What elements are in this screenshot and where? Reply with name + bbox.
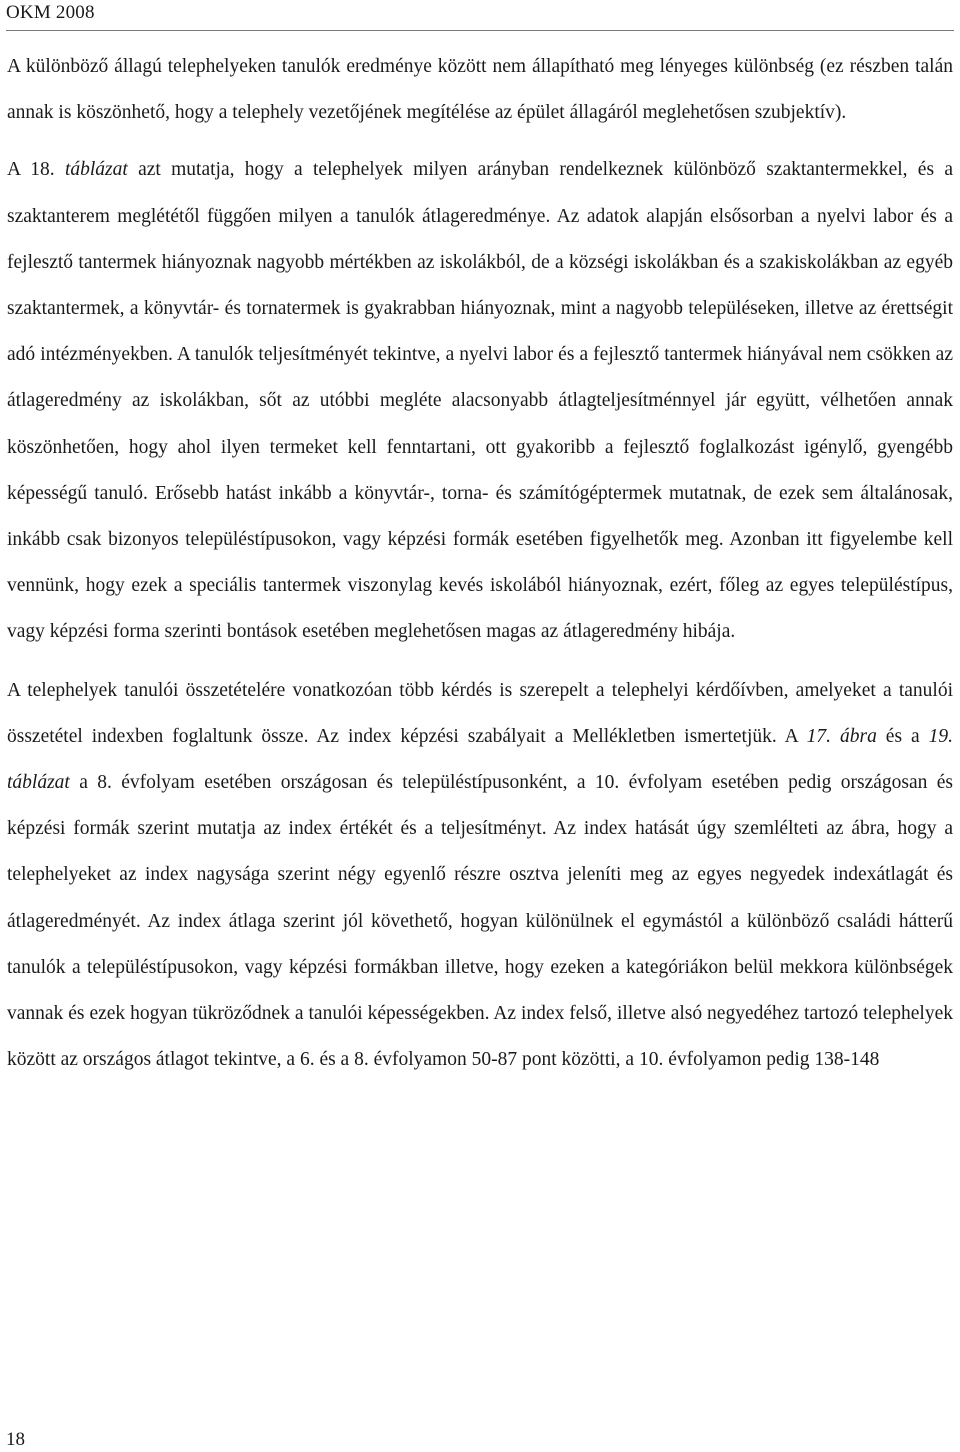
paragraph-text-start: A 18. <box>7 159 65 181</box>
paragraph-text-middle: és a <box>876 725 929 747</box>
running-header <box>6 0 954 31</box>
paragraph-building-condition <box>7 44 953 136</box>
table-reference: 19. táblázat <box>7 725 954 794</box>
paragraph-specialist-classrooms <box>7 147 953 655</box>
paragraph-text-start: A telephelyek tanulói összetételére vonatkozóan több kérdés is szerepelt a telephelyi kérdőívben, amelyeket a tanulói összetétel indexben foglaltunk össze. Az index képzési szabályait a Mellékletben ismertetjük. A <box>7 679 953 747</box>
paragraph-text-rest: a 8. évfolyam esetében országosan és településtípusonként, a 10. évfolyam esetében pedig országosan és képzési formák szerint mutatja az index értékét és a teljesítményt. Az index hatását úgy szemlélteti az ábra, hogy a telephelyeket az index nagysága szerint négy egyenlő részre osztva jeleníti meg az egyes negyedek indexátlagát és átlageredményét. Az index átlaga szerint jól követhető, hogyan különülnek el egymástól a különböző családi hátterű tanulók a településtípusokon, vagy képzési formákban illetve, hogy ezeken a kategóriákon belül mekkora különbségek vannak és ezek hogyan tükröződnek a tanulói képességekben. Az index felső, illetve alsó negyedéhez tartozó telephelyek között az országos átlagot tekintve, a 6. és a 8. évfolyamon 50-87 pont közötti, a 10. évfolyamon pedig 138-148 <box>7 772 953 1071</box>
paragraph-text-rest: azt mutatja, hogy a telephelyek milyen arányban rendelkeznek különböző szaktantermekkel, és a szaktanterem meglététől függően milyen a tanulók átlageredménye. Az adatok alapján elsősorban a nyelvi labor és a fejlesztő tantermek hiányoznak nagyobb mértékben az iskolákból, de a községi iskolákban és a szakiskolákban az egyéb szaktantermek, a könyvtár- és tornatermek is gyakrabban hiányoznak, mint a nagyobb településeken, illetve az érettségit adó intézményekben. A tanulók teljesítményét tekintve, a nyelvi labor és a fejlesztő tantermek hiányával nem csökken az átlageredmény az iskolákban, sőt az utóbbi megléte alacsonyabb átlagteljesítménnyel jár együtt, vélhetően annak köszönhetően, hogy ahol ilyen termeket kell fenntartani, ott gyakoribb a fejlesztő foglalkozást igénylő, gyengébb képességű tanuló. Erősebb hatást inkább a könyvtár-, torna- és számítógéptermek mutatnak, de ezek sem általánosak, inkább csak bizonyos településtípusokon, vagy képzési formák esetében figyelhetők meg. Azonban itt figyelembe kell vennünk, hogy ezek a speciális tantermek viszonylag kevés iskolából hiányoznak, ezért, főleg az egyes településtípus, vagy képzési forma szerinti bontások esetében meglehetősen magas az átlageredmény hibája. <box>7 159 953 643</box>
table-reference: táblázat <box>64 159 128 181</box>
paragraph-text: A különböző állagú telephelyeken tanulók eredménye között nem állapítható meg lényeges különbség (ez részben talán annak is köszönhető, hogy a telephely vezetőjének megítélése az épület állagáról meglehetősen szubjektív). <box>7 56 953 124</box>
running-title: OKM 2008 <box>6 2 95 23</box>
figure-reference: 17. ábra <box>806 725 877 747</box>
page-number: 18 <box>6 1429 25 1450</box>
document-body <box>7 44 953 1083</box>
paragraph-student-composition <box>7 668 953 1084</box>
